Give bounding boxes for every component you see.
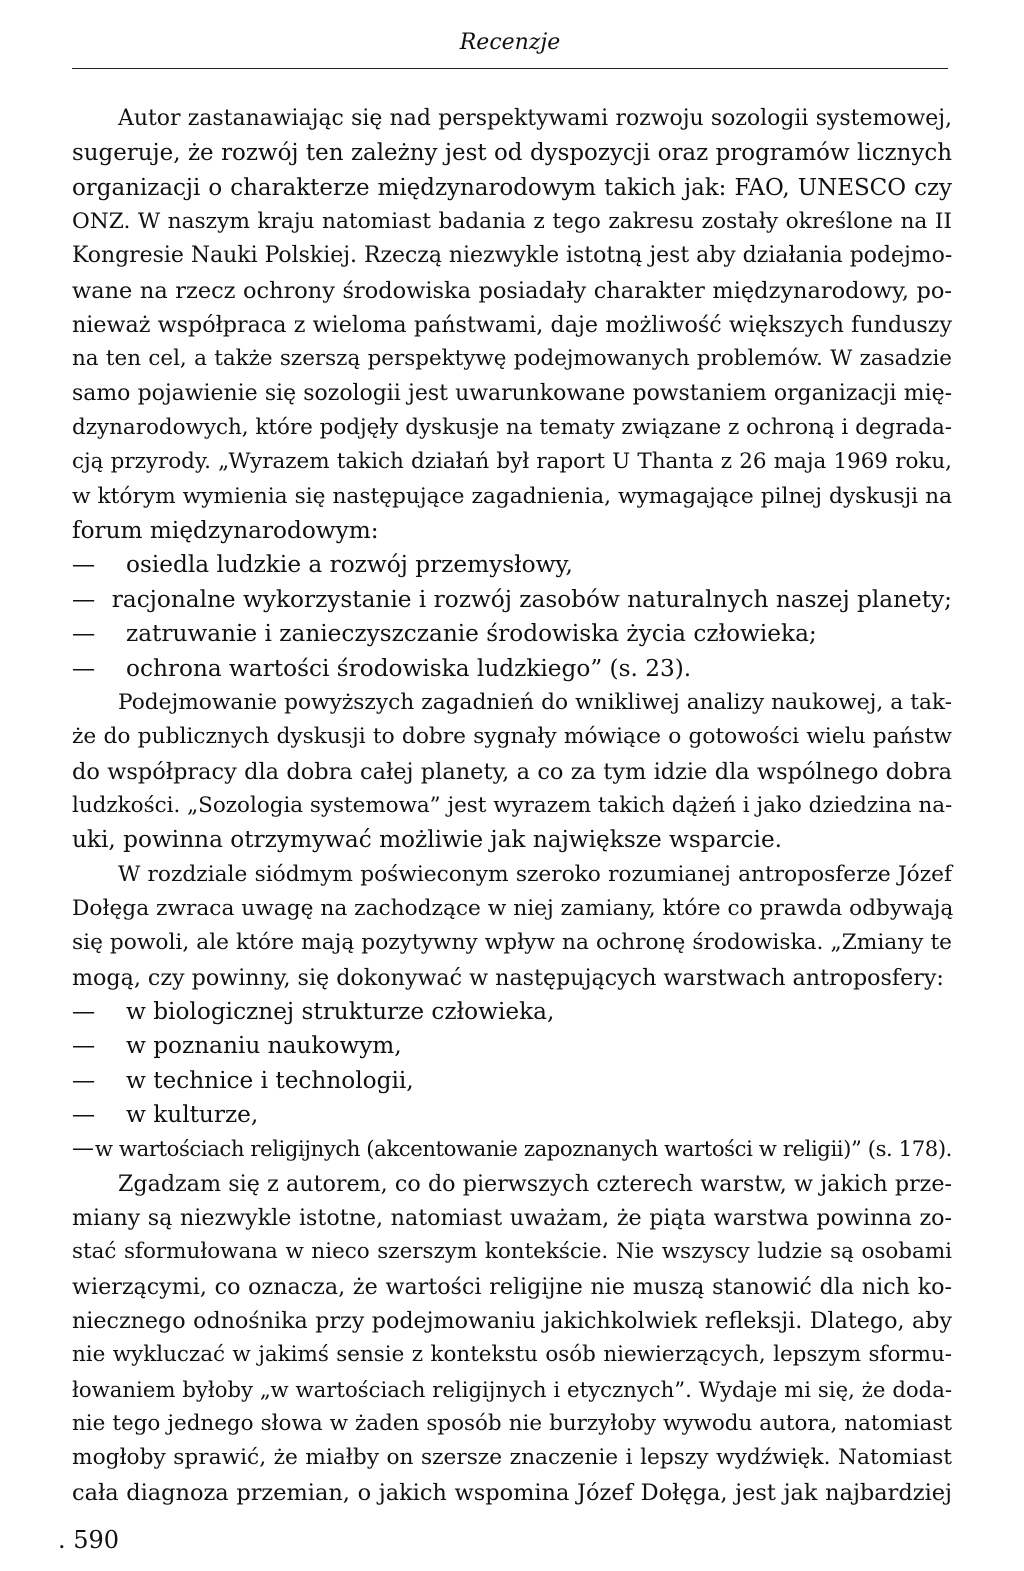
list-item <box>72 1064 952 1098</box>
dash-marker: — <box>72 1100 96 1128</box>
text-line: do współpracy dla dobra całej planety, a co za tym idzie dla wspólnego dobra <box>72 758 952 785</box>
text-line: wane na rzecz ochrony środowiska posiadały charakter międzynarodowy, po- <box>72 277 952 304</box>
page-number: . 590 <box>58 1526 120 1554</box>
text-line: mogłoby sprawić, że miałby on szersze znaczenie i lepszy wydźwięk. Natomiast <box>72 1445 952 1471</box>
running-header: Recenzje <box>459 30 561 55</box>
text-line: Podejmowanie powyższych zagadnień do wnikliwej analizy naukowej, a tak- <box>118 689 952 715</box>
dash-marker: — <box>72 1032 96 1060</box>
text-line: łowaniem byłoby „w wartościach religijnych i etycznych”. Wydaje mi się, że doda- <box>72 1376 952 1402</box>
review-body-text <box>72 102 952 1510</box>
list-item-text: ochrona wartości środowiska ludzkiego” (s. 23). <box>126 654 692 682</box>
text-line: w którym wymienia się następujące zagadnienia, wymagające pilnej dyskusji na <box>72 483 952 509</box>
list-item <box>72 617 952 651</box>
text-line: nieważ współpraca z wieloma państwami, daje możliwość większych funduszy <box>72 312 952 339</box>
list-item <box>72 1132 952 1166</box>
list-item-text: w wartościach religijnych (akcentowanie zapoznanych wartości w religii)” (s. 178). <box>94 1136 952 1162</box>
text-line: organizacji o charakterze międzynarodowym takich jak: FAO, UNESCO czy <box>72 174 952 201</box>
list-item <box>72 548 952 582</box>
dash-marker: — <box>72 654 96 682</box>
list-item-text: w technice i technologii, <box>126 1066 414 1094</box>
text-line: że do publicznych dyskusji to dobre sygnały mówiące o gotowości wielu państw <box>72 724 952 750</box>
list-item <box>72 583 952 617</box>
dash-marker: — <box>72 551 96 579</box>
text-line: samo pojawienie się sozologii jest uwarunkowane powstaniem organizacji mię- <box>72 380 952 406</box>
list-item-text: w poznaniu naukowym, <box>126 1032 402 1060</box>
list-item-text: zatruwanie i zanieczyszczanie środowiska życia człowieka; <box>126 620 817 648</box>
list-item <box>72 1098 952 1132</box>
text-line: nie tego jednego słowa w żaden sposób nie burzyłoby wywodu autora, natomiast <box>72 1411 952 1437</box>
list-item-text: w biologicznej strukturze człowieka, <box>126 997 555 1025</box>
text-line: ludzkości. „Sozologia systemowa” jest wyrazem takich dążeń i jako dziedzina na- <box>72 792 953 818</box>
text-line: się powoli, ale które mają pozytywny wpływ na ochronę środowiska. „Zmiany te <box>72 930 952 956</box>
text-line: cała diagnoza przemian, o jakich wspomina Józef Dołęga, jest jak najbardziej <box>72 1479 952 1506</box>
text-line: nie wykluczać w jakimś sensie z kontekstu osób niewierzących, lepszym sformu- <box>72 1342 952 1368</box>
text-line: mogą, czy powinny, się dokonywać w następujących warstwach antroposfery: <box>72 964 944 991</box>
text-line: Dołęga zwraca uwagę na zachodzące w niej zamiany, które co prawda odbywają <box>72 895 954 921</box>
dash-marker: — <box>72 1136 94 1162</box>
text-line: ONZ. W naszym kraju natomiast badania z tego zakresu zostały określone na II <box>72 209 952 235</box>
dash-marker: — <box>72 620 96 648</box>
text-line: miany są niezwykle istotne, natomiast uważam, że piąta warstwa powinna zo- <box>72 1205 952 1231</box>
list-item-text: racjonalne wykorzystanie i rozwój zasobów naturalnych naszej planety; <box>111 585 952 613</box>
text-line: W rozdziale siódmym poświeconym szeroko rozumianej antroposferze Józef <box>118 861 952 887</box>
list-item <box>72 1029 952 1063</box>
text-line: niecznego odnośnika przy podejmowaniu jakichkolwiek refleksji. Dlatego, aby <box>72 1308 952 1335</box>
text-line: Kongresie Nauki Polskiej. Rzeczą niezwykle istotną jest aby działania podejmo- <box>72 243 953 269</box>
text-line: cją przyrody. „Wyrazem takich działań był raport U Thanta z 26 maja 1969 roku, <box>72 449 952 475</box>
text-line: wierzącymi, co oznacza, że wartości religijne nie muszą stanowić dla nich ko- <box>72 1273 952 1300</box>
list-item-text: w kulturze, <box>126 1100 259 1128</box>
list-item <box>72 652 952 686</box>
text-line: Zgadzam się z autorem, co do pierwszych czterech warstw, w jakich prze- <box>118 1170 952 1197</box>
header-rule <box>72 68 948 69</box>
text-line: uki, powinna otrzymywać możliwie jak największe wsparcie. <box>72 826 783 854</box>
text-line: Autor zastanawiając się nad perspektywami rozwoju sozologii systemowej, <box>118 106 952 131</box>
text-line: dzynarodowych, które podjęły dyskusje na tematy związane z ochroną i degrada- <box>72 415 952 441</box>
list-item <box>72 995 952 1029</box>
text-line: forum międzynarodowym: <box>72 517 379 545</box>
text-line: stać sformułowana w nieco szerszym kontekście. Nie wszyscy ludzie są osobami <box>72 1239 952 1265</box>
text-line: sugeruje, że rozwój ten zależny jest od dyspozycji oraz programów licznych <box>72 140 952 167</box>
dash-marker: — <box>72 997 96 1025</box>
dash-marker: — <box>72 1066 96 1094</box>
text-line: na ten cel, a także szerszą perspektywę podejmowanych problemów. W zasadzie <box>72 346 952 372</box>
dash-marker: — <box>72 585 96 613</box>
list-item-text: osiedla ludzkie a rozwój przemysłowy, <box>126 551 573 579</box>
